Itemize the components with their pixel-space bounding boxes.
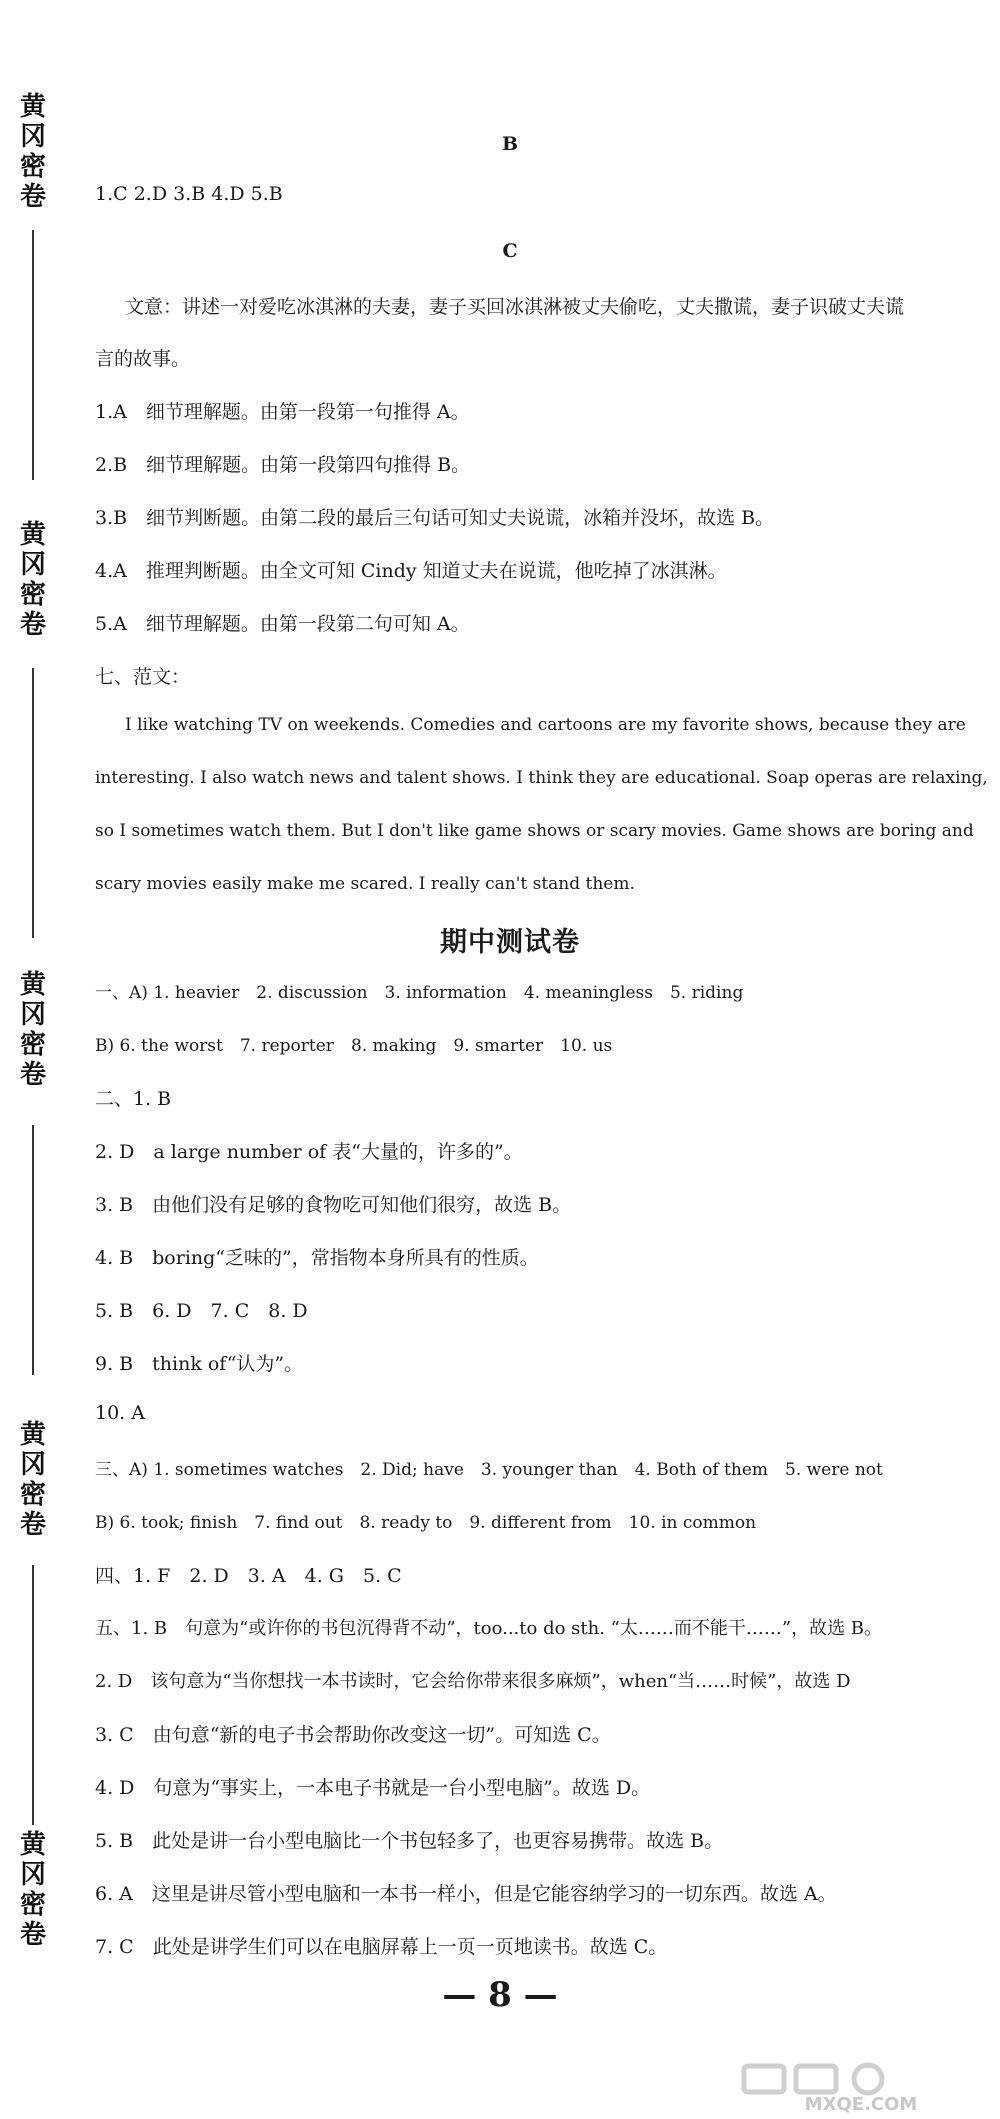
text-line: B) 6. took; finish 7. find out 8. ready to 9. different from 10. in common [95,1513,757,1533]
text-line: 4. D 句意为“事实上，一本电子书就是一台小型电脑”。故选 D。 [95,1777,651,1799]
sidebar-label-1: 黄 冈 密 卷 [19,92,46,212]
text-line: 3. B 由他们没有足够的食物吃可知他们很穷，故选 B。 [95,1194,572,1216]
text-line: 9. B think of“认为”。 [95,1353,304,1375]
text-line: 3. C 由句意“新的电子书会帮助你改变这一切”。可知选 C。 [95,1724,611,1746]
text-line: 一、A) 1. heavier 2. discussion 3. information 4. meaningless 5. riding [95,983,744,1003]
text-line: 5.A 细节理解题。由第一段第二句可知 A。 [95,613,470,635]
text-line: 1.A 细节理解题。由第一段第一句推得 A。 [95,401,470,423]
text-line: so I sometimes watch them. But I don't like game shows or scary movies. Game shows are boring and [95,821,974,841]
watermark-logo-icon [736,2060,986,2114]
page-number: — 8 — [442,1975,558,2015]
text-line: 5. B 此处是讲一台小型电脑比一个书包轻多了，也更容易携带。故选 B。 [95,1830,724,1852]
text-line: 2. D 该句意为“当你想找一本书读时，它会给你带来很多麻烦”，when“当……时候”，故选 D [95,1671,851,1692]
watermark-text: MXQE.COM [804,2094,918,2114]
text-line: 3.B 细节判断题。由第二段的最后三句话可知丈夫说谎，冰箱并没坏，故选 B。 [95,507,775,529]
sidebar-label-3: 黄 冈 密 卷 [19,970,46,1090]
sidebar-rule [32,230,34,480]
text-line: B) 6. the worst 7. reporter 8. making 9. smarter 10. us [95,1036,613,1056]
text-line: interesting. I also watch news and talent shows. I think they are educational. Soap operas are relaxing, [95,768,988,788]
text-line: 三、A) 1. sometimes watches 2. Did; have 3. younger than 4. Both of them 5. were not [95,1460,883,1480]
text-line: 10. A [95,1402,145,1424]
sidebar-rule [32,1125,34,1375]
sidebar-rule [32,1565,34,1825]
text-line: 七、范文： [95,666,191,688]
text-line: 2. D a large number of 表“大量的，许多的”。 [95,1141,523,1163]
text-line: 6. A 这里是讲尽管小型电脑和一本书一样小，但是它能容纳学习的一切东西。故选 A。 [95,1883,837,1905]
text-line: 五、1. B 句意为“或许你的书包沉得背不动”，too...to do sth. “太……而不能干……”，故选 B。 [95,1618,883,1639]
sidebar-label-2: 黄 冈 密 卷 [19,520,46,640]
sidebar-label-5: 黄 冈 密 卷 [19,1830,46,1950]
text-line: 2.B 细节理解题。由第一段第四句推得 B。 [95,454,471,476]
section-b-heading: B [501,133,519,155]
text-line: 4.A 推理判断题。由全文可知 Cindy 知道丈夫在说谎，他吃掉了冰淇淋。 [95,560,727,582]
text-line: 二、1. B [95,1088,172,1110]
sidebar-rule [32,668,34,938]
sidebar-label-4: 黄 冈 密 卷 [19,1420,46,1540]
text-line: 7. C 此处是讲学生们可以在电脑屏幕上一页一页地读书。故选 C。 [95,1936,668,1958]
text-line: scary movies easily make me scared. I really can't stand them. [95,874,635,894]
text-line: 文意：讲述一对爱吃冰淇淋的夫妻，妻子买回冰淇淋被丈夫偷吃，丈夫撒谎，妻子识破丈夫谎 [125,296,905,318]
text-line: 言的故事。 [95,348,191,370]
text-line: 四、1. F 2. D 3. A 4. G 5. C [95,1565,402,1587]
text-line: 4. B boring“乏味的”，常指物本身所具有的性质。 [95,1247,539,1269]
text-line: 5. B 6. D 7. C 8. D [95,1300,308,1322]
section-b-answers: 1.C 2.D 3.B 4.D 5.B [95,183,283,205]
midterm-title: 期中测试卷 [440,927,580,958]
text-line: I like watching TV on weekends. Comedies and cartoons are my favorite shows, because they are [125,715,966,735]
section-c-heading: C [502,240,518,262]
